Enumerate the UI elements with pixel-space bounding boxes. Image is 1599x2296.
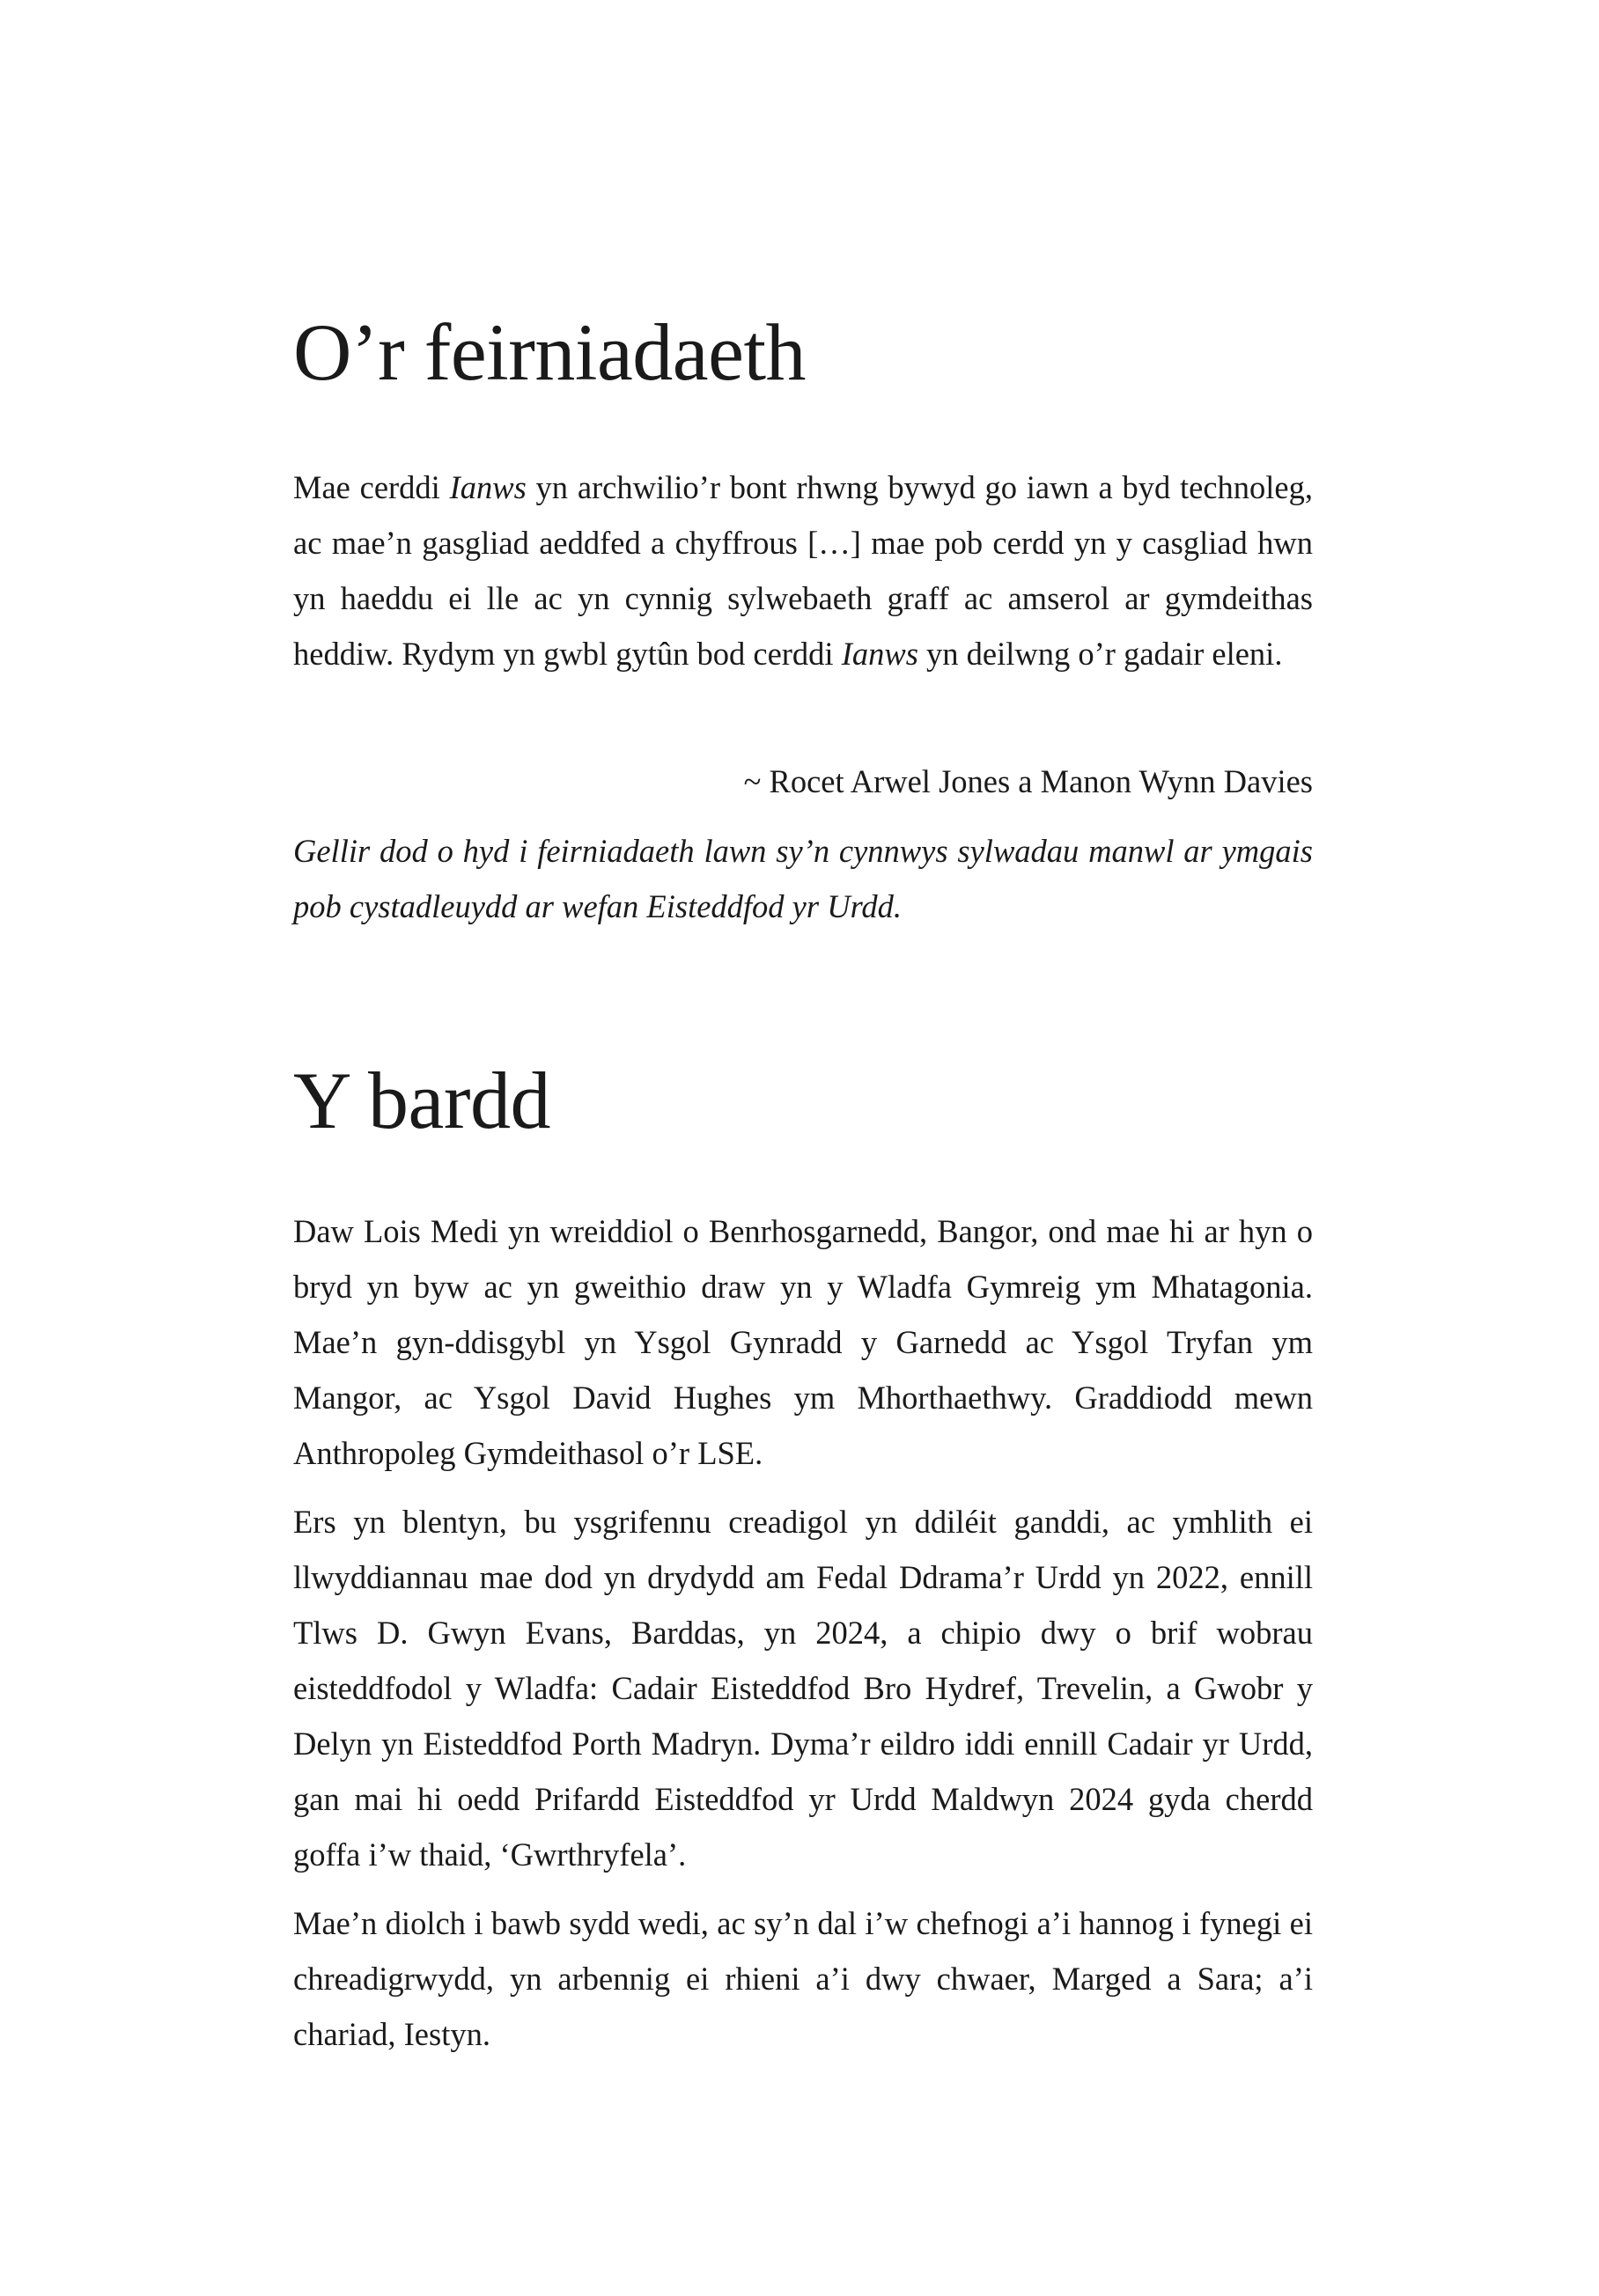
adjudication-note (293, 823, 1313, 934)
adjudication-paragraph (293, 460, 1313, 681)
adjudicators-signature (293, 754, 1313, 809)
section-heading-poet: Y bardd (293, 1056, 550, 1145)
quote-text-3: yn deilwng o’r gadair eleni. (917, 636, 1283, 672)
note-text: Gellir dod o hyd i feirniadaeth lawn sy’n cynnwys sylwadau manwl ar ymgais pob cystadleuydd ar wefan Eisteddfod yr Urdd. (293, 833, 1313, 924)
quote-title-ianws-2: Ianws (841, 636, 918, 672)
quote-title-ianws-1: Ianws (449, 469, 527, 505)
quote-text-1: Mae cerddi (293, 469, 450, 505)
adjudication-quote (293, 460, 1313, 681)
bio-paragraph: Ers yn blentyn, bu ysgrifennu creadigol yn ddiléit ganddi, ac ymhlith ei llwyddiannau mae dod yn drydydd am Fedal Ddrama’r Urdd yn 2022, ennill Tlws D. Gwyn Evans, Barddas, yn 2024, a chipio dwy o brif wobrau eisteddfodol y Wladfa: Cadair Eisteddfod Bro Hydref, Trevelin, a Gwobr y Delyn yn Eisteddfod Porth Madryn. Dyma’r eildro iddi ennill Cadair yr Urdd, gan mai hi oedd Prifardd Eisteddfod yr Urdd Maldwyn 2024 gyda cherdd goffa i’w thaid, ‘Gwrthryfela’. (293, 1504, 1313, 1873)
quote-text-2: yn archwilio’r bont rhwng bywyd go iawn a byd technoleg, ac mae’n gasgliad aeddfed a chyffrous […] mae pob cerdd yn y casgliad hwn yn haeddu ei lle ac yn cynnig sylwebaeth graff ac amserol ar gymdeithas heddiw. Rydym yn gwbl gytûn bod cerddi (293, 469, 1313, 672)
bio-paragraph: Mae’n diolch i bawb sydd wedi, ac sy’n dal i’w chefnogi a’i hannog i fynegi ei chreadigrwydd, yn arbennig ei rhieni a’i dwy chwaer, Marged a Sara; a’i chariad, Iestyn. (293, 1905, 1313, 2052)
section-heading-adjudication: O’r feirniadaeth (293, 307, 807, 397)
signature-line: ~ Rocet Arwel Jones a Manon Wynn Davies (743, 763, 1313, 799)
bio-paragraph: Daw Lois Medi yn wreiddiol o Benrhosgarnedd, Bangor, ond mae hi ar hyn o bryd yn byw ac yn gweithio draw yn y Wladfa Gymreig ym Mhatagonia. Mae’n gyn-ddisgybl yn Ysgol Gynradd y Garnedd ac Ysgol Tryfan ym Mangor, ac Ysgol David Hughes ym Mhorthaethwy. Graddiodd mewn Anthropoleg Gymdeithasol o’r LSE. (293, 1213, 1313, 1471)
poet-biography (293, 1203, 1313, 2075)
